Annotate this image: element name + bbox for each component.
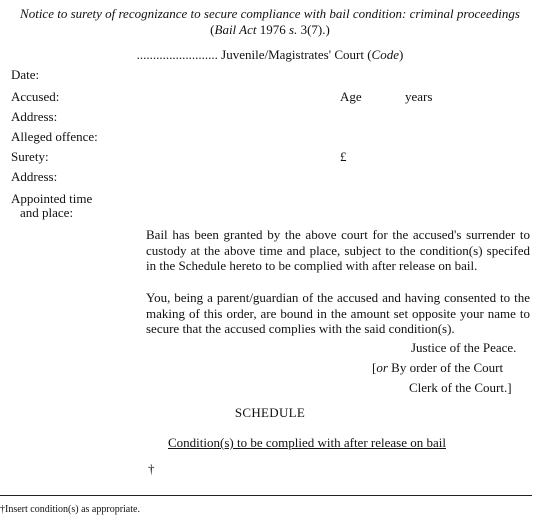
schedule-heading: SCHEDULE [234, 405, 306, 420]
title-line-1: Notice to surety of recognizance to secure compliance with bail condition: criminal proceedings [20, 6, 520, 21]
footnote: †Insert condition(s) as appropriate. [0, 504, 140, 515]
age-label: Age [340, 89, 362, 104]
date-label: Date: [11, 67, 40, 82]
title-line-2 [0, 22, 540, 38]
surety-bound-paragraph: You, being a parent/guardian of the accused and having consented to the making of this order, are bound in the amount set opposite your name to secure that the accused complies with the said condition(s). [146, 290, 530, 336]
footnote-divider [0, 495, 532, 496]
pound-sign: £ [340, 149, 347, 164]
years-label: years [405, 89, 433, 104]
title-section-number: 3(7).) [297, 21, 330, 37]
alleged-offence-label: Alleged offence: [11, 129, 98, 144]
court-code: Code [371, 47, 399, 62]
bracket-open: [ [372, 360, 377, 375]
accused-label: Accused: [11, 89, 60, 104]
court-name: Juvenile/Magistrates' Court ( [217, 47, 372, 62]
order-text: By order of the Court [387, 360, 504, 375]
address-label: Address: [11, 109, 58, 124]
court-dots: ......................... [136, 47, 218, 62]
appointed-time-label: Appointed time [11, 191, 93, 206]
court-line [0, 47, 540, 63]
order-of-court [372, 360, 503, 376]
bail-granted-paragraph: Bail has been granted by the above court for the accused's surrender to custody at the above time and place, subject to the condition(s) specifed in the Schedule hereto to be complied with after release on bail. [146, 227, 530, 273]
title-paren-open: ( [210, 21, 215, 37]
dagger-mark: † [148, 461, 155, 476]
or-word: or [376, 360, 388, 375]
document-title [0, 6, 540, 37]
title-section-s: s. [289, 21, 298, 37]
court-close: ) [398, 47, 404, 62]
surety-address-label: Address: [11, 169, 58, 184]
surety-label: Surety: [11, 149, 49, 164]
conditions-heading: Condition(s) to be complied with after release on bail [168, 435, 446, 450]
title-act-year: 1976 [256, 21, 290, 37]
title-act-name: Bail Act [214, 21, 257, 37]
clerk-of-court: Clerk of the Court.] [409, 380, 512, 395]
justice-of-peace: Justice of the Peace. [411, 340, 517, 355]
appointed-place-label: and place: [20, 205, 74, 220]
